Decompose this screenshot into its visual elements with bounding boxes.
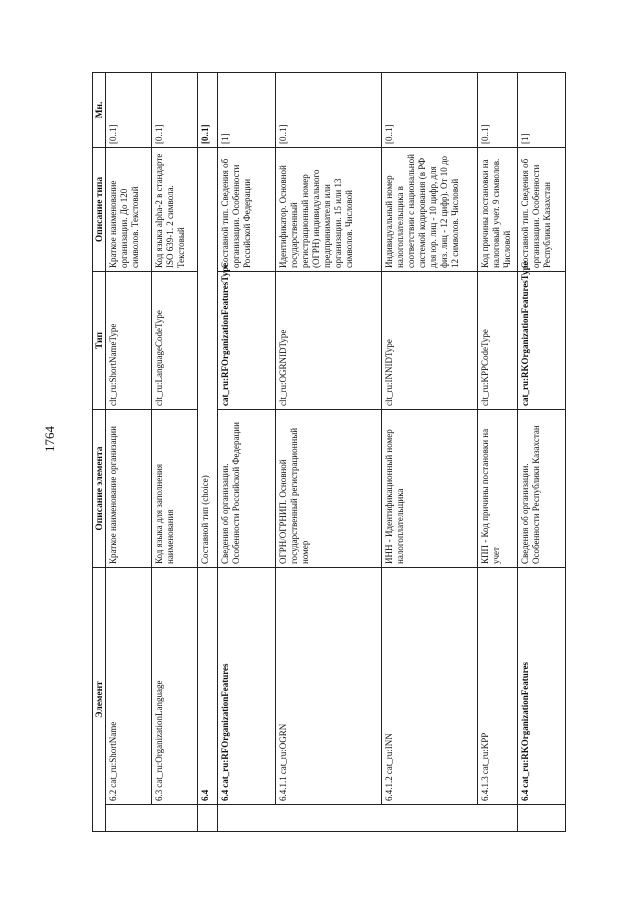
row-number: 6.4 (520, 789, 530, 801)
table-header-row (92, 72, 106, 832)
row-number: 6.4.1.2 (384, 776, 394, 801)
indent-cell (518, 804, 566, 832)
multiplicity-cell: [0..1] (106, 72, 152, 147)
table-row (478, 72, 518, 832)
type-desc-cell: Составной тип. Сведения об организации. Особенности Российской Федерации (218, 147, 276, 271)
indent-cell (152, 804, 198, 832)
element-name: cat_ru:OGRN (278, 723, 288, 775)
type-cell (198, 147, 218, 409)
type-cell: cat_ru:RFOrganizationFeaturesType (218, 271, 276, 409)
table-row (106, 72, 152, 832)
indent-cell (276, 804, 382, 832)
row-number: 6.4 (200, 789, 210, 801)
type-desc-cell: Код языка alpha-2 в стандарте ISO 639-1. 2 символа. Текстовый (152, 147, 198, 271)
type-desc-cell: Код причины постановки на налоговый учет. 9 символов. Числовой (478, 147, 518, 271)
indent-cell (106, 804, 152, 832)
type-cell: clt_ru:LanguageCodeType (152, 271, 198, 409)
indent-cell (218, 804, 276, 832)
indent-cell (382, 804, 478, 832)
spec-table (92, 72, 552, 832)
element-cell (382, 567, 478, 804)
header-element-desc: Описание элемента (92, 409, 106, 567)
type-desc-cell: Составной тип. Сведения об организации. Особенности Республики Казахстан (518, 147, 566, 271)
type-desc-cell: Индивидуальный номер налогоплательщика в соответствии с национальной системой кодирования (в РФ для юр. лиц - 10 цифр, для физ. лиц - 12 цифр). От 10 до 12 символов. Числовой (382, 147, 478, 271)
element-name: cat_ru:RKOrganizationFeatures (520, 661, 530, 788)
element-cell (152, 567, 198, 804)
table-row (152, 72, 198, 832)
multiplicity-cell: [0..1] (198, 72, 218, 147)
row-number: 6.2 (108, 789, 118, 801)
element-name: cat_ru:OrganizationLanguage (154, 680, 164, 788)
indent-cell (478, 804, 518, 832)
table-row (218, 72, 276, 832)
element-cell (198, 567, 218, 804)
rotated-table (92, 72, 552, 832)
element-name: cat_ru:KPP (480, 732, 490, 775)
type-desc-cell: Идентификатор. Основной государственный регистрационный номер (ОГРН) индивидуального предпринимателя или организации. 15 или 13 символов. Числовой (276, 147, 382, 271)
page-number: 1764 (42, 426, 57, 452)
element-name: cat_ru:ShortName (108, 721, 118, 788)
element-desc-cell: Краткое наименование организации (106, 409, 152, 567)
type-cell: clt_ru:INNIDType (382, 271, 478, 409)
element-cell (276, 567, 382, 804)
element-cell (106, 567, 152, 804)
type-cell: clt_ru:KPPCodeType (478, 271, 518, 409)
table-row (198, 72, 218, 832)
element-name: cat_ru:INN (384, 733, 394, 775)
element-desc-cell: ОГРН/ОГРНИП. Основной государственный регистрационный номер (276, 409, 382, 567)
element-desc-cell: Код языка для заполнения наименования (152, 409, 198, 567)
element-desc-cell: ИНН - Идентификационный номер налогоплательщика (382, 409, 478, 567)
row-number: 6.4.1.3 (480, 776, 490, 801)
element-desc-cell: Составной тип (choice) (198, 409, 218, 567)
element-desc-cell: Сведения об организации. Особенности Республики Казахстан (518, 409, 566, 567)
multiplicity-cell: [0..1] (478, 72, 518, 147)
element-name: cat_ru:RFOrganizationFeatures (220, 663, 230, 788)
multiplicity-cell: [0..1] (152, 72, 198, 147)
type-cell: clt_ru:OGRNIDType (276, 271, 382, 409)
indent-cell (198, 804, 218, 832)
element-desc-cell: КПП - Код причины постановки на учет (478, 409, 518, 567)
row-number: 6.4.1.1 (278, 776, 288, 801)
table-row (276, 72, 382, 832)
multiplicity-cell: [1] (518, 72, 566, 147)
header-type-desc: Описание типа (92, 147, 106, 271)
type-desc-cell: Краткое наименование организации. До 120 символов. Текстовый (106, 147, 152, 271)
table-row (382, 72, 478, 832)
multiplicity-cell: [1] (218, 72, 276, 147)
header-element: Элемент (92, 567, 106, 832)
element-cell (518, 567, 566, 804)
type-cell: clt_ru:ShortNameType (106, 271, 152, 409)
type-cell: cat_ru:RKOrganizationFeaturesType (518, 271, 566, 409)
table-viewport (92, 72, 552, 832)
element-cell (478, 567, 518, 804)
table-row (518, 72, 566, 832)
row-number: 6.3 (154, 789, 164, 801)
header-type: Тип (92, 271, 106, 409)
multiplicity-cell: [0..1] (276, 72, 382, 147)
element-cell (218, 567, 276, 804)
element-desc-cell: Сведения об организации. Особенности Российской Федерации (218, 409, 276, 567)
multiplicity-cell: [0..1] (382, 72, 478, 147)
header-multiplicity: Мн. (92, 72, 106, 147)
row-number: 6.4 (220, 789, 230, 801)
